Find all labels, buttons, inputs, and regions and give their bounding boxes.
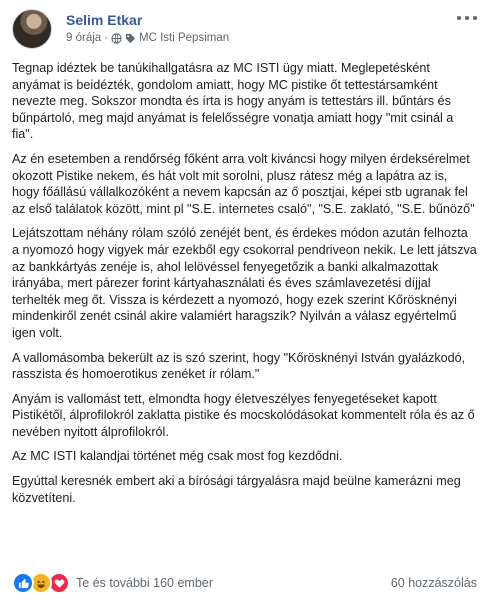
more-dot bbox=[465, 16, 469, 20]
more-dot bbox=[457, 16, 461, 20]
author-name[interactable]: Selim Etkar bbox=[66, 12, 143, 28]
post-paragraph: Az MC ISTI kalandjai történet még csak most fog kezdődni. bbox=[12, 449, 343, 464]
comment-count[interactable]: 60 hozzászólás bbox=[390, 576, 477, 590]
post-body bbox=[12, 60, 477, 514]
more-dot bbox=[473, 16, 477, 20]
globe-icon[interactable] bbox=[111, 33, 122, 44]
like-icon bbox=[12, 572, 34, 594]
reaction-count[interactable]: Te és további 160 ember bbox=[76, 576, 213, 590]
post-time[interactable]: 9 órája bbox=[66, 32, 102, 44]
post-footer bbox=[12, 572, 477, 594]
tagged-page[interactable]: MC Isti Pepsiman bbox=[139, 32, 230, 44]
post-paragraph: Egyúttal keresnék embert aki a bírósági tárgyalásra majd beülne kamerázni meg közvetíteni. bbox=[12, 474, 461, 505]
post-paragraph: Lejátszottam néhány rólam szóló zenéjét bent, és érdekes módon azután felhozta a nyomozó hogy vigyek már ezekből egy csokorral pendriveon nekik. Le lett játszva az bankkártyás zenéje is, ahol lelövéssel fenyegetőzik a banki alkalmazottak irányába, mert párezer forint kártyahasználati és éves számlavezetési díjjal terhelték meg őt. Vissza is kérdezett a nyomozó, hogy ezek szerint Kőrösknényi mindenkiről zenét csinál akire valamiért haragszik? Nyilván a válasz egyértelmű igen volt. bbox=[12, 226, 477, 340]
post-meta bbox=[66, 32, 229, 44]
post-paragraph: Az én esetemben a rendőrség főként arra volt kiváncsi hogy milyen érdeksérelmet okozott Pistike nekem, és hát volt mit sorolni, plusz rátesz még a lapátra az is, hogy főállású vállalkozóként a nevem kapcsán az ő posztjai, képei stb ugranak fel az első találatok között, mint pl "S.E. internetes csaló", "S.E. zaklató, "S.E. bűnöző" bbox=[12, 151, 475, 216]
meta-separator: · bbox=[104, 32, 109, 44]
avatar[interactable] bbox=[12, 9, 52, 49]
post-paragraph: A vallomásomba bekerült az is szó szerint, hogy "Kőrösknényi István gyalázkodó, rasszista és homoerotikus zenéket ír rólam." bbox=[12, 350, 466, 382]
reaction-icons[interactable] bbox=[12, 572, 70, 594]
post-paragraph: Anyám is vallomást tett, elmondta hogy életveszélyes fenyegetéseket kapott Pistikétől, álprofilokról zaklatta pistike és mocskolódásokat kommentelt róla és az ő nevében nyitott álprofilokról. bbox=[12, 391, 475, 439]
post-paragraph: Tegnap idéztek be tanúkihallgatásra az MC ISTI ügy miatt. Meglepetésként anyámat is beidézték, gondolom amiatt, hogy MC pistike őt tettestársamként nevezte meg. Sokszor mondta és írta is hogy anyám is tettestárs ill. bűntárs és bűnpártoló, meg majd anyámat is felelősségre vonatja amiatt hogy "mit csinál a fia". bbox=[12, 61, 454, 142]
more-options-icon[interactable] bbox=[457, 11, 477, 25]
tag-icon bbox=[125, 33, 136, 44]
post-header bbox=[12, 9, 481, 51]
